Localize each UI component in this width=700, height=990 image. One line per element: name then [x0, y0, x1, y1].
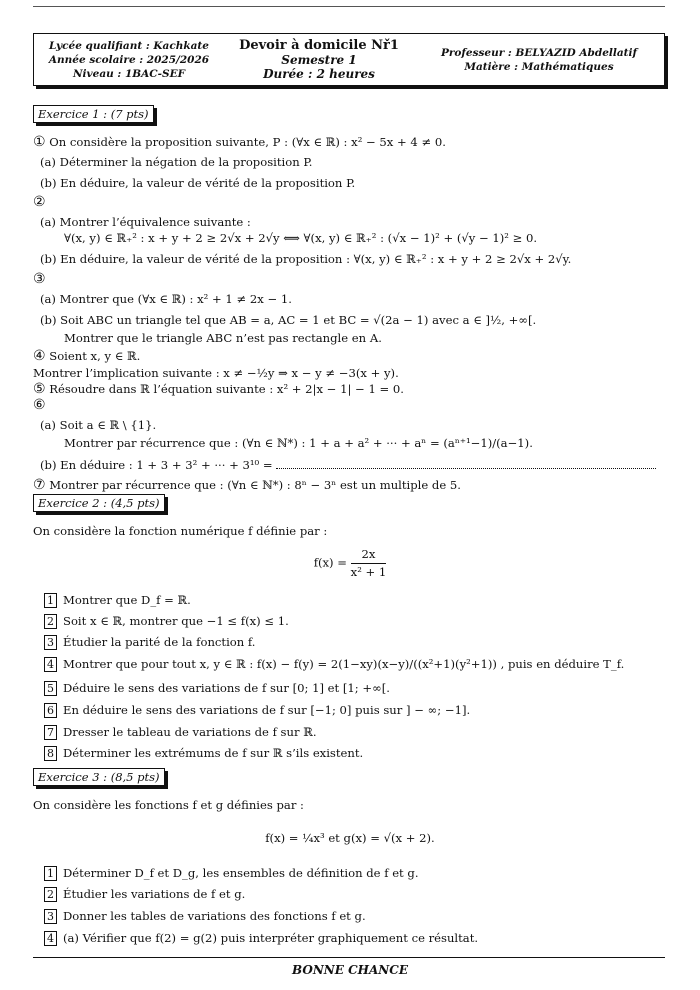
item-number: 7 [44, 725, 57, 740]
ex1-q1 [33, 135, 446, 149]
ex1-q4-impl: Montrer l’implication suivante : x ≠ −½y ⇒ x − y ≠ −3(x + y). [33, 366, 399, 380]
item-number: 6 [44, 703, 57, 718]
item-text: Dresser le tableau de variations de f sur ℝ. [63, 725, 317, 739]
level: Niveau : 1BAC-SEF [72, 67, 186, 80]
ex1-q4 [33, 349, 140, 363]
ex2-item [44, 703, 470, 718]
ex1-q3b: (b) Soit ABC un triangle tel que AB = a, AC = 1 et BC = √(2a − 1) avec a ∈ ]½, +∞[. [40, 313, 537, 327]
item-text: Étudier les variations de f et g. [63, 887, 246, 901]
ex2-item [44, 746, 363, 761]
ex3-title: Exercice 3 : (8,5 pts) [33, 768, 165, 786]
formula-num: 2x [361, 547, 376, 561]
teacher: Professeur : BELYAZID Abdellatif [440, 46, 638, 59]
ex3-item [44, 866, 419, 881]
item-number: 5 [44, 681, 57, 696]
ex1-q5 [33, 382, 404, 396]
item-number: 8 [44, 746, 57, 761]
q7-text: Montrer par récurrence que : (∀n ∈ ℕ*) : 8ⁿ − 3ⁿ est un multiple de 5. [49, 478, 461, 492]
q4-marker: ④ [33, 348, 46, 364]
q1-marker: ① [33, 134, 46, 150]
item-text: Déterminer D_f et D_g, les ensembles de définition de f et g. [63, 866, 419, 880]
ex3-item [44, 931, 478, 946]
item-number: 4 [44, 657, 57, 672]
header-box [33, 33, 665, 86]
item-text: En déduire le sens des variations de f sur [−1; 0] puis sur ] − ∞; −1]. [63, 703, 471, 717]
item-text: Donner les tables de variations des fonctions f et g. [63, 909, 366, 923]
item-number: 3 [44, 909, 57, 924]
ex3-item [44, 909, 366, 924]
item-text: Déduire le sens des variations de f sur [0; 1] et [1; +∞[. [63, 681, 390, 695]
item-number: 4 [44, 931, 57, 946]
item-text: Montrer que D_f = ℝ. [63, 593, 191, 607]
q7-marker: ⑦ [33, 477, 46, 493]
ex1-q1b: (b) En déduire, la valeur de vérité de la proposition P. [40, 176, 356, 190]
header-title [224, 34, 414, 85]
ex2-item [44, 593, 191, 608]
ex1-q3-marker: ③ [33, 271, 46, 287]
item-text: Étudier la parité de la fonction f. [63, 635, 256, 649]
doc-title: Devoir à domicile Nř1 [239, 37, 399, 53]
ex1-q1a: (a) Déterminer la négation de la proposition P. [40, 155, 313, 169]
q5-marker: ⑤ [33, 381, 46, 397]
ex1-title: Exercice 1 : (7 pts) [33, 105, 154, 123]
ex2-title: Exercice 2 : (4,5 pts) [33, 494, 165, 512]
top-rule [33, 6, 665, 7]
ex1-q2a-formula: ∀(x, y) ∈ ℝ₊² : x + y + 2 ≥ 2√x + 2√y ⟺ ∀(x, y) ∈ ℝ₊² : (√x − 1)² + (√y − 1)² ≥ 0. [64, 231, 538, 245]
ex1-q3a: (a) Montrer que (∀x ∈ ℝ) : x² + 1 ≠ 2x − 1. [40, 292, 292, 306]
header-school [34, 34, 224, 85]
item-text: Montrer que pour tout x, y ∈ ℝ : f(x) − f(y) = 2(1−xy)(x−y)/((x²+1)(y²+1)) , puis en déduire T_f. [63, 657, 625, 671]
item-text: Soit x ∈ ℝ, montrer que −1 ≤ f(x) ≤ 1. [63, 614, 289, 628]
semester: Semestre 1 [281, 52, 357, 67]
footer-text: BONNE CHANCE [292, 963, 408, 977]
header-teacher [414, 34, 664, 85]
item-number: 3 [44, 635, 57, 650]
ex1-q2-marker: ② [33, 194, 46, 210]
ex1-q7 [33, 478, 461, 492]
formula-den: x² + 1 [350, 565, 387, 579]
ex2-intro: On considère la fonction numérique f définie par : [33, 524, 328, 538]
bottom-rule [33, 957, 665, 958]
ex1-q2a: (a) Montrer l’équivalence suivante : [40, 215, 251, 229]
ex1-q6a-formula: Montrer par récurrence que : (∀n ∈ ℕ*) : 1 + a + a² + ··· + aⁿ = (aⁿ⁺¹−1)/(a−1). [64, 436, 533, 450]
answer-dots [276, 458, 656, 469]
ex3-item [44, 887, 245, 902]
q4-text: Soient x, y ∈ ℝ. [49, 349, 141, 363]
ex3-intro: On considère les fonctions f et g définies par : [33, 798, 304, 812]
ex2-item [44, 725, 317, 740]
item-number: 1 [44, 593, 57, 608]
item-number: 1 [44, 866, 57, 881]
ex2-item [44, 657, 624, 672]
ex2-formula [0, 546, 700, 581]
formula-fraction [351, 546, 387, 581]
ex2-item [44, 635, 255, 650]
ex2-item [44, 614, 289, 629]
item-number: 2 [44, 614, 57, 629]
q6b-text: (b) En déduire : 1 + 3 + 3² + ··· + 3¹⁰ = [40, 458, 277, 472]
ex1-q6-marker: ⑥ [33, 397, 46, 413]
item-text: Déterminer les extrémums de f sur ℝ s’ils existent. [63, 746, 364, 760]
item-text: (a) Vérifier que f(2) = g(2) puis interpréter graphiquement ce résultat. [63, 931, 479, 945]
ex3-formula: f(x) = ¼x³ et g(x) = √(x + 2). [265, 831, 435, 845]
ex1-q6a: (a) Soit a ∈ ℝ \ {1}. [40, 418, 157, 432]
q1-text: On considère la proposition suivante, P : (∀x ∈ ℝ) : x² − 5x + 4 ≠ 0. [49, 135, 446, 149]
ex1-q6b [40, 458, 656, 472]
q5-text: Résoudre dans ℝ l’équation suivante : x² + 2|x − 1| − 1 = 0. [49, 382, 404, 396]
formula-lhs: f(x) = [313, 555, 347, 570]
item-number: 2 [44, 887, 57, 902]
school-year: Année scolaire : 2025/2026 [48, 53, 210, 66]
duration: Durée : 2 heures [263, 66, 375, 81]
school-name: Lycée qualifiant : Kachkate [49, 39, 209, 52]
subject: Matière : Mathématiques [464, 60, 614, 73]
ex1-q3b-2: Montrer que le triangle ABC n’est pas rectangle en A. [64, 331, 382, 345]
ex2-item [44, 681, 390, 696]
ex1-q2b: (b) En déduire, la valeur de vérité de la proposition : ∀(x, y) ∈ ℝ₊² : x + y + 2 ≥ 2√x + 2√y. [40, 252, 572, 266]
